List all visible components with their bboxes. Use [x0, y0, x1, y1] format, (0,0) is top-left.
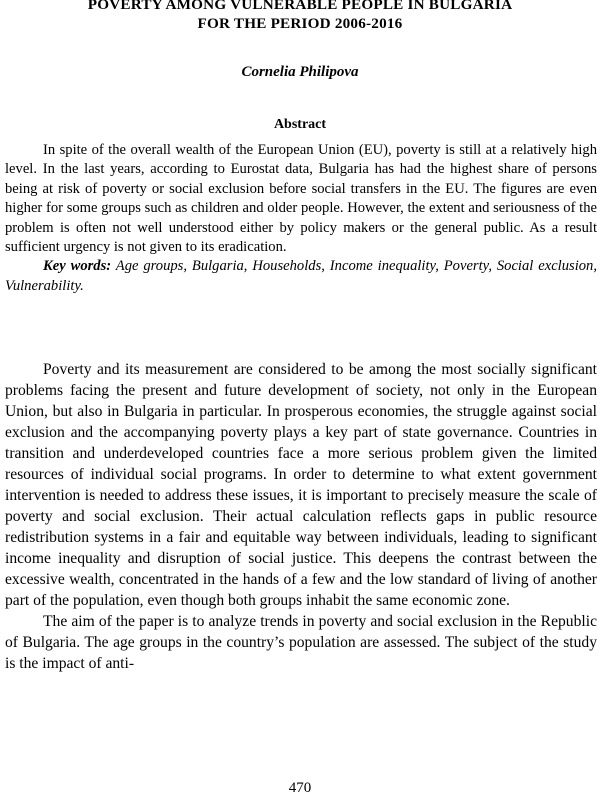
keywords-line	[5, 257, 597, 296]
body-paragraph: Poverty and its measurement are considered to be among the most socially significant problems facing the present and future development of society, not only in the European Union, but also in Bulgaria in particular. In prosperous economies, the struggle against social exclusion and the accompanying poverty plays a key part of state governance. Countries in transition and underdeveloped countries face a more serious problem given the limited resources of individual social programs. In order to determine to what extent government intervention is needed to address these issues, it is important to precisely measure the scale of poverty and social exclusion. Their actual calculation reflects gaps in public resource redistribution systems in a fair and equitable way between individuals, leading to significant income inequality and disruption of social justice. This deepens the contrast between the excessive wealth, concentrated in the hands of a few and the low standard of living of another part of the population, even though both groups inhabit the same economic zone.	[5, 361, 597, 609]
keywords-label: Key words:	[43, 258, 112, 275]
page-number: 470	[288, 780, 312, 796]
abstract-paragraph: In spite of the overall wealth of the European Union (EU), poverty is still at a relatively high level. In the last years, according to Eurostat data, Bulgaria has had the highest share of persons being at risk of poverty or social exclusion before social transfers in the EU. The figures are even higher for some groups such as children and older people. However, the extent and seriousness of the problem is often not well understood either by policy makers or the general public. As a result sufficient urgency is not given to its eradication.	[5, 142, 597, 256]
abstract-block	[5, 141, 597, 296]
paper-title	[0, 0, 600, 33]
body-text	[5, 359, 597, 674]
author-name: Cornelia Philipova	[241, 64, 359, 80]
body-paragraph: The aim of the paper is to analyze trends in poverty and social exclusion in the Republic of Bulgaria. The age groups in the country’s population are assessed. The subject of the study is the impact of anti-	[5, 613, 597, 672]
abstract-heading: Abstract	[273, 117, 327, 132]
paper-title-line-1: POVERTY AMONG VULNERABLE PEOPLE IN BULGARIA	[87, 0, 513, 13]
keywords-list: Age groups, Bulgaria, Households, Income inequality, Poverty, Social exclusion, Vulnerability.	[5, 258, 598, 294]
paper-title-line-2: FOR THE PERIOD 2006-2016	[197, 15, 403, 32]
